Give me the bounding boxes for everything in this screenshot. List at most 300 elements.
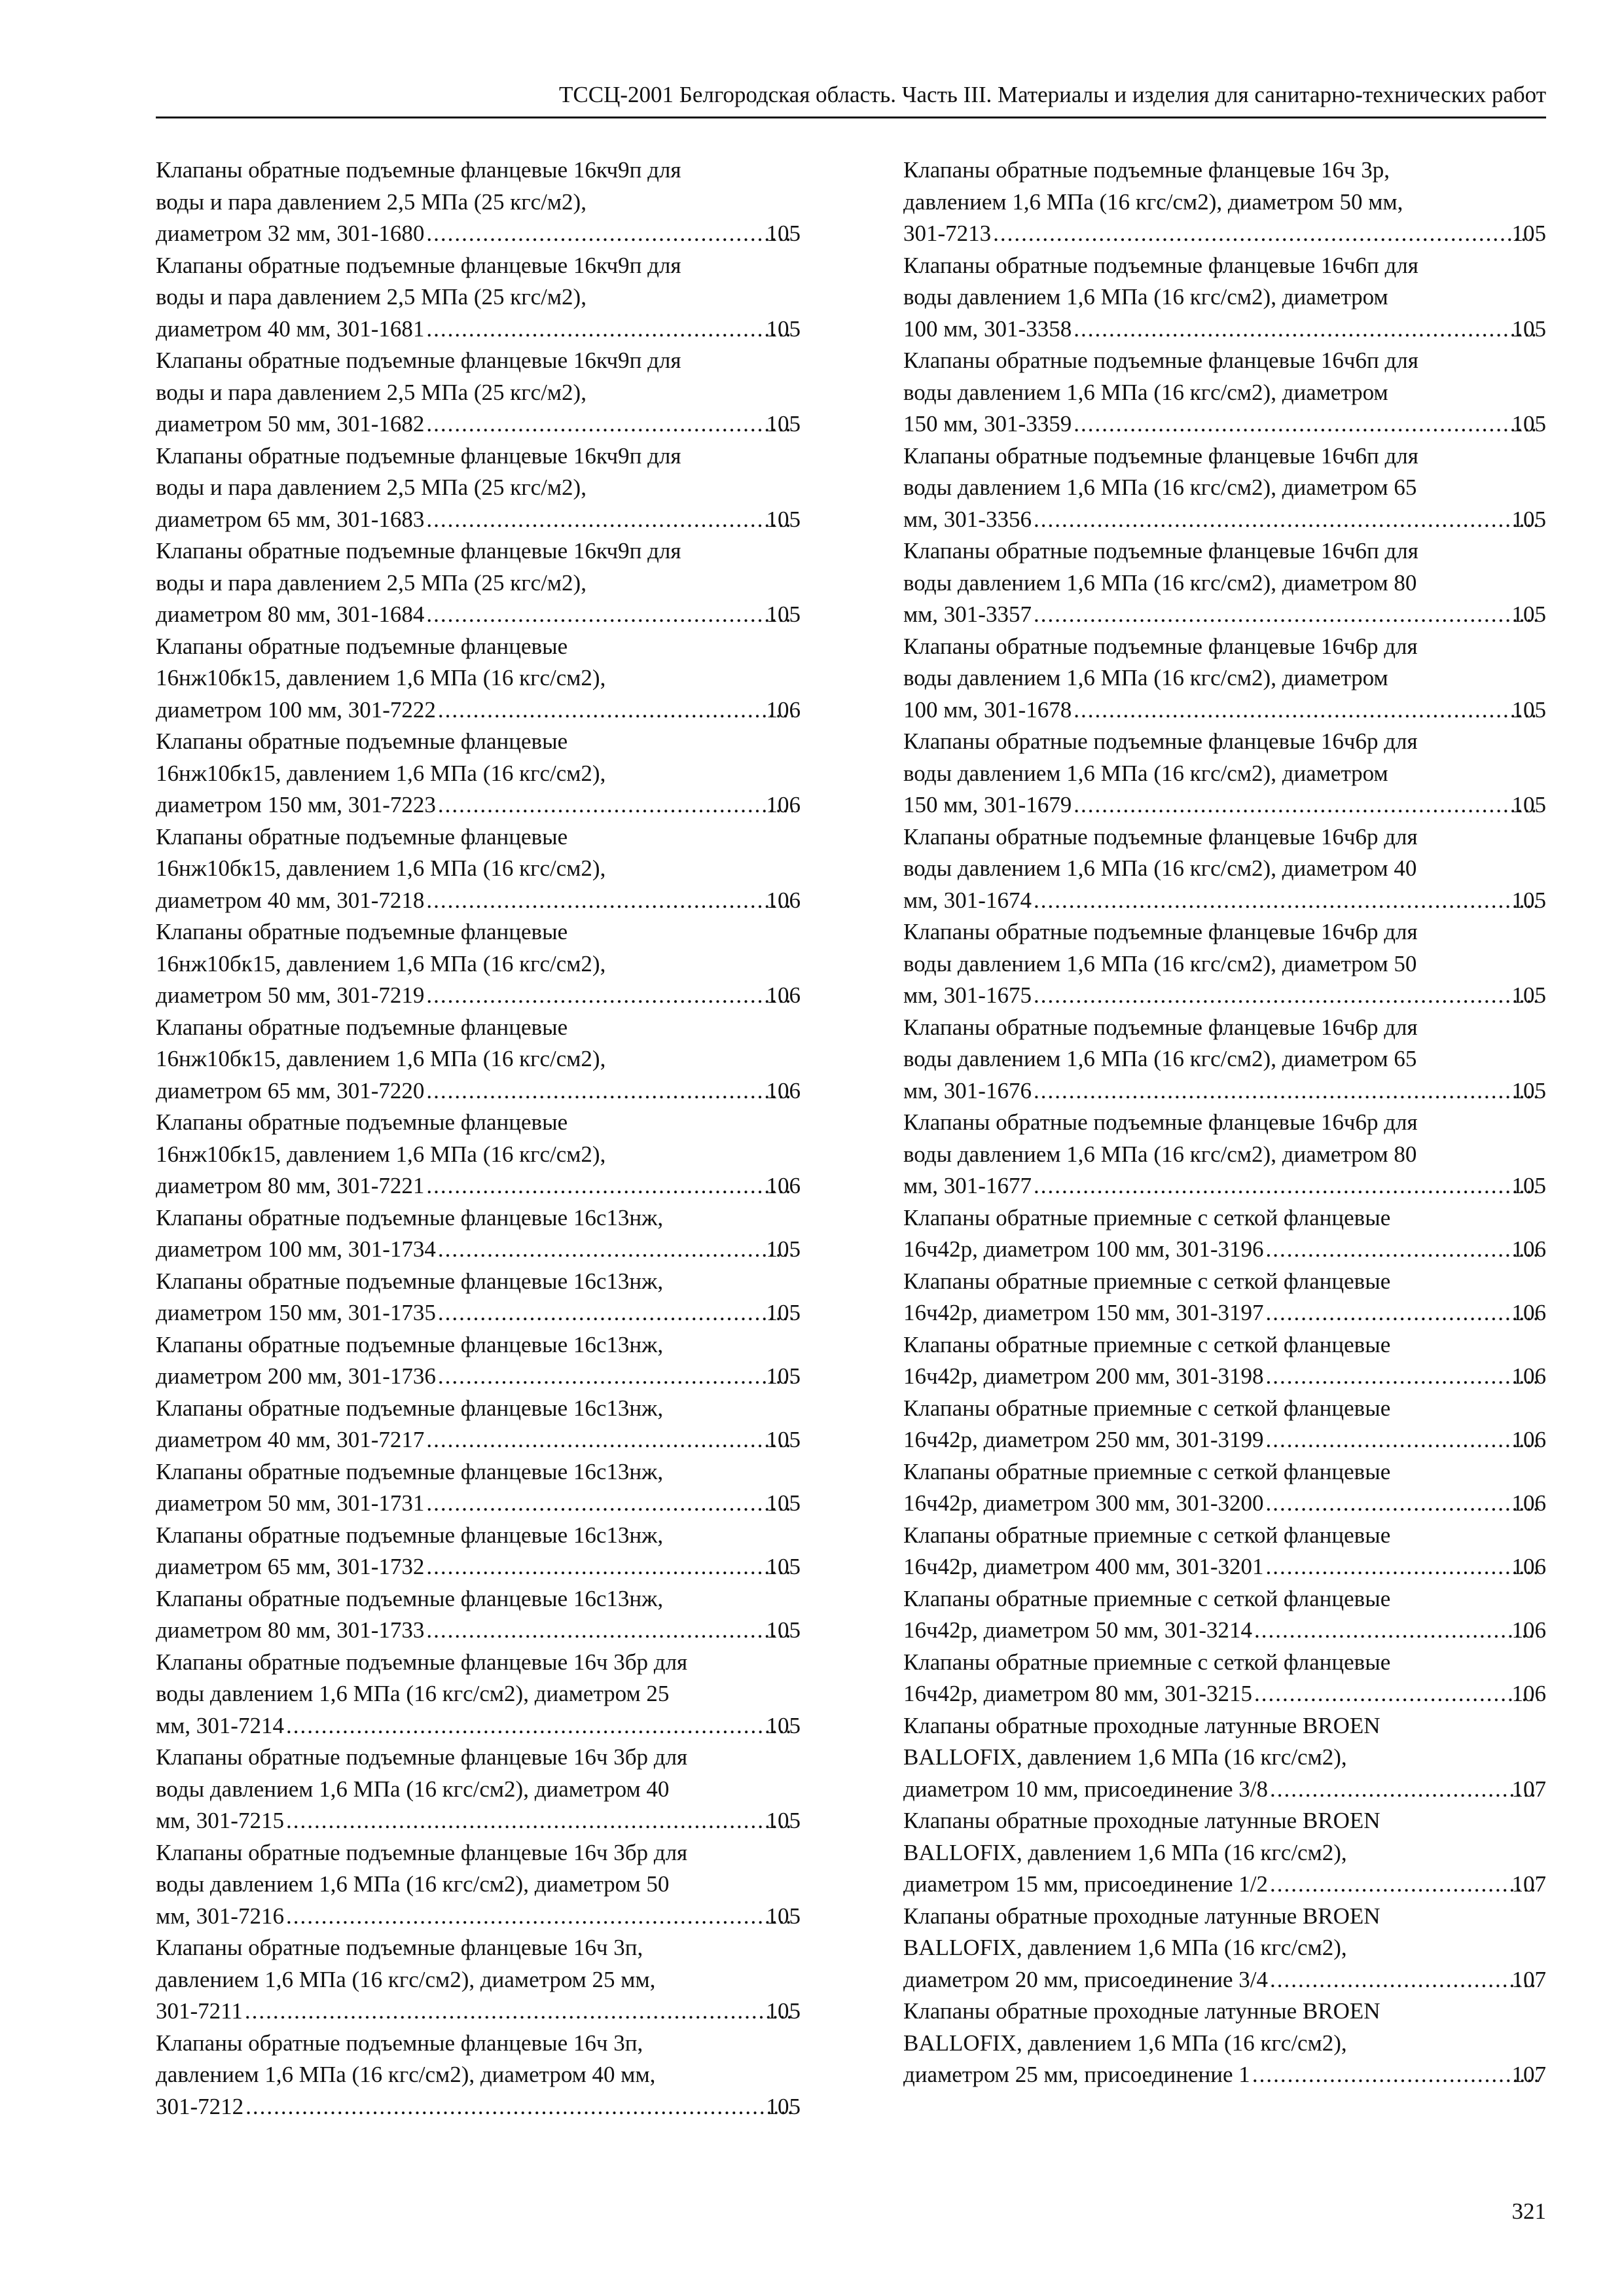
entry-page-ref: 105 — [1511, 601, 1546, 627]
entry-text-line: диаметром 40 мм, 301-7218 — [156, 887, 425, 913]
entry-text-line: 301-7211 — [156, 1998, 243, 2024]
entry-last-line — [156, 1361, 801, 1393]
entry-page-ref: 106 — [766, 1173, 801, 1198]
entry-text-line: BALLOFIX, давлением 1,6 МПа (16 кгс/см2), — [903, 2030, 1347, 2056]
entry-text-line: воды давлением 1,6 МПа (16 кгс/см2), диаметром 40 — [156, 1776, 670, 1802]
entry-text-line: Клапаны обратные подъемные фланцевые 16с13нж, — [156, 1458, 664, 1484]
entry-text-line: Клапаны обратные приемные с сеткой фланцевые — [903, 1458, 1391, 1484]
entry-page-ref: 105 — [766, 1903, 801, 1929]
dot-leader — [1033, 504, 1538, 536]
entry-text-line: 16нж10бк15, давлением 1,6 МПа (16 кгс/см2), — [156, 1046, 606, 1071]
dot-leader — [285, 1710, 793, 1742]
index-entry — [903, 631, 1546, 726]
entry-text-line: 16ч42р, диаметром 250 мм, 301-3199 — [903, 1427, 1264, 1452]
entry-text-line: Клапаны обратные подъемные фланцевые 16с13нж, — [156, 1268, 664, 1294]
entry-text-line: Клапаны обратные подъемные фланцевые 16с13нж, — [156, 1585, 664, 1611]
entry-page-ref: 105 — [766, 315, 801, 342]
index-entry — [156, 1583, 801, 1647]
entry-last-line — [156, 1805, 801, 1837]
entry-text-line: воды и пара давлением 2,5 МПа (25 кгс/м2), — [156, 475, 586, 500]
entry-last-line — [903, 2059, 1546, 2091]
entry-text-line: Клапаны обратные подъемные фланцевые 16кч9п для — [156, 157, 681, 183]
entry-last-line — [903, 1551, 1546, 1583]
dot-leader — [1252, 2059, 1538, 2091]
entry-text-line: воды давлением 1,6 МПа (16 кгс/см2), диаметром 65 — [903, 475, 1417, 500]
index-entry — [156, 2028, 801, 2123]
entry-text-line: диаметром 100 мм, 301-1734 — [156, 1236, 436, 1262]
entry-text-line: воды и пара давлением 2,5 МПа (25 кгс/м2), — [156, 569, 586, 596]
entry-text-line: 150 мм, 301-3359 — [903, 411, 1072, 437]
dot-leader — [1033, 885, 1538, 917]
dot-leader — [1265, 1361, 1538, 1393]
entry-page-ref: 105 — [766, 506, 801, 532]
dot-leader — [1033, 980, 1538, 1012]
entry-text-line: Клапаны обратные проходные латунные BROEN — [903, 1712, 1380, 1738]
entry-text-line: воды давлением 1,6 МПа (16 кгс/см2), диаметром 65 — [903, 1046, 1417, 1071]
index-entry — [156, 1742, 801, 1837]
dot-leader — [425, 218, 792, 250]
entry-last-line — [156, 1488, 801, 1520]
entry-text-line: Клапаны обратные подъемные фланцевые 16ч6р для — [903, 919, 1418, 944]
entry-page-ref: 105 — [766, 1998, 801, 2024]
entry-page-ref: 107 — [1511, 1966, 1546, 1992]
entry-last-line — [156, 1075, 801, 1107]
entry-page-ref: 106 — [766, 887, 801, 913]
index-entry — [156, 1837, 801, 1933]
entry-text-line: Клапаны обратные приемные с сеткой фланцевые — [903, 1649, 1391, 1675]
dot-leader — [1073, 694, 1538, 726]
entry-page-ref: 106 — [766, 982, 801, 1008]
entry-page-ref: 105 — [1511, 1173, 1546, 1198]
dot-leader — [244, 1996, 793, 2028]
index-entry — [156, 1202, 801, 1266]
entry-text-line: Клапаны обратные подъемные фланцевые 16ч6п для — [903, 348, 1418, 373]
dot-leader — [425, 314, 792, 346]
entry-last-line — [903, 694, 1546, 726]
entry-text-line: воды давлением 1,6 МПа (16 кгс/см2), диаметром 25 — [156, 1681, 670, 1706]
entry-text-line: 100 мм, 301-3358 — [903, 315, 1072, 342]
header-title: ТССЦ-2001 Белгородская область. Часть III. Материалы и изделия для санитарно-технических работ — [559, 82, 1546, 107]
entry-last-line — [156, 1551, 801, 1583]
dot-leader — [285, 1805, 793, 1837]
entry-last-line — [903, 1869, 1546, 1901]
entry-last-line — [156, 1901, 801, 1933]
entry-text-line: воды давлением 1,6 МПа (16 кгс/см2), диаметром 80 — [903, 1141, 1417, 1167]
index-entry — [903, 916, 1546, 1012]
header-rule — [156, 117, 1546, 118]
dot-leader — [437, 1361, 793, 1393]
entry-text-line: 16ч42р, диаметром 100 мм, 301-3196 — [903, 1236, 1264, 1262]
index-entry — [903, 345, 1546, 440]
dot-leader — [285, 1901, 793, 1933]
entry-text-line: мм, 301-3356 — [903, 506, 1032, 532]
entry-text-line: диаметром 80 мм, 301-1684 — [156, 601, 425, 627]
entry-text-line: давлением 1,6 МПа (16 кгс/см2), диаметром 40 мм, — [156, 2062, 656, 2087]
entry-last-line — [156, 1297, 801, 1329]
entry-page-ref: 105 — [1511, 1077, 1546, 1103]
dot-leader — [1073, 408, 1538, 440]
entry-text-line: Клапаны обратные подъемные фланцевые — [156, 823, 568, 850]
entry-page-ref: 106 — [1511, 1554, 1546, 1579]
entry-text-line: диаметром 100 мм, 301-7222 — [156, 696, 436, 723]
entry-text-line: 16ч42р, диаметром 150 мм, 301-3197 — [903, 1300, 1264, 1325]
entry-text-line: воды и пара давлением 2,5 МПа (25 кгс/м2), — [156, 188, 586, 215]
entry-text-line: Клапаны обратные подъемные фланцевые — [156, 728, 568, 754]
index-entry — [903, 1710, 1546, 1806]
entry-text-line: Клапаны обратные проходные латунные BROEN — [903, 1903, 1380, 1929]
entry-text-line: Клапаны обратные подъемные фланцевые 16ч6р для — [903, 1109, 1418, 1135]
index-entry — [903, 1805, 1546, 1901]
entry-last-line — [156, 599, 801, 631]
entry-text-line: Клапаны обратные подъемные фланцевые — [156, 1109, 568, 1135]
index-entry — [903, 821, 1546, 917]
index-entry — [903, 1393, 1546, 1456]
entry-text-line: диаметром 40 мм, 301-1681 — [156, 315, 425, 342]
entry-page-ref: 107 — [1511, 1871, 1546, 1897]
entry-text-line: воды давлением 1,6 МПа (16 кгс/см2), диаметром — [903, 284, 1388, 310]
entry-text-line: Клапаны обратные подъемные фланцевые 16кч9п для — [156, 348, 681, 373]
entry-last-line — [903, 1964, 1546, 1996]
entry-text-line: диаметром 200 мм, 301-1736 — [156, 1363, 436, 1389]
entry-page-ref: 106 — [766, 1077, 801, 1103]
dot-leader — [425, 1424, 792, 1456]
entry-page-ref: 106 — [766, 792, 801, 817]
entry-last-line — [156, 1234, 801, 1266]
dot-leader — [1254, 1678, 1538, 1710]
entry-page-ref: 105 — [1511, 411, 1546, 437]
entry-text-line: диаметром 25 мм, присоединение 1 — [903, 2062, 1250, 2087]
entry-text-line: 16нж10бк15, давлением 1,6 МПа (16 кгс/см2), — [156, 760, 606, 786]
entry-text-line: диаметром 20 мм, присоединение 3/4 — [903, 1966, 1269, 1992]
dot-leader — [1073, 314, 1538, 346]
entry-text-line: Клапаны обратные проходные латунные BROEN — [903, 1998, 1380, 2024]
entry-page-ref: 105 — [1511, 792, 1546, 817]
dot-leader — [1265, 1424, 1538, 1456]
entry-last-line — [903, 408, 1546, 440]
index-entry — [903, 1329, 1546, 1393]
entry-text-line: диаметром 65 мм, 301-7220 — [156, 1077, 425, 1103]
entry-page-ref: 106 — [766, 696, 801, 723]
entry-text-line: мм, 301-3357 — [903, 601, 1032, 627]
dot-leader — [437, 789, 793, 821]
entry-last-line — [903, 1615, 1546, 1647]
entry-text-line: Клапаны обратные приемные с сеткой фланцевые — [903, 1522, 1391, 1548]
entry-last-line — [903, 789, 1546, 821]
entry-text-line: диаметром 10 мм, присоединение 3/8 — [903, 1776, 1269, 1802]
entry-text-line: Клапаны обратные подъемные фланцевые — [156, 919, 568, 944]
entry-text-line: диаметром 32 мм, 301-1680 — [156, 221, 425, 246]
index-entry — [903, 1520, 1546, 1583]
dot-leader — [1033, 1170, 1538, 1202]
entry-text-line: 16нж10бк15, давлением 1,6 МПа (16 кгс/см2), — [156, 665, 606, 691]
dot-leader — [425, 599, 792, 631]
entry-text-line: Клапаны обратные подъемные фланцевые 16кч9п для — [156, 252, 681, 278]
index-entry — [903, 726, 1546, 821]
index-entry — [903, 535, 1546, 631]
entry-page-ref: 105 — [766, 1363, 801, 1389]
index-entry — [156, 1393, 801, 1456]
entry-page-ref: 105 — [766, 601, 801, 627]
entry-text-line: воды и пара давлением 2,5 МПа (25 кгс/м2), — [156, 284, 586, 310]
index-entry — [903, 1202, 1546, 1266]
entry-text-line: Клапаны обратные подъемные фланцевые — [156, 1014, 568, 1040]
entry-text-line: диаметром 65 мм, 301-1732 — [156, 1554, 425, 1579]
index-entry — [156, 1932, 801, 2028]
index-entry — [903, 440, 1546, 536]
entry-text-line: диаметром 65 мм, 301-1683 — [156, 506, 425, 532]
entry-text-line: воды давлением 1,6 МПа (16 кгс/см2), диаметром 80 — [903, 569, 1417, 596]
entry-text-line: диаметром 150 мм, 301-1735 — [156, 1300, 436, 1325]
index-entry — [156, 821, 801, 917]
entry-last-line — [156, 2091, 801, 2123]
dot-leader — [1033, 1075, 1538, 1107]
dot-leader — [425, 1075, 792, 1107]
entry-last-line — [156, 1615, 801, 1647]
dot-leader — [1073, 789, 1538, 821]
page-number: 321 — [1511, 2198, 1546, 2224]
entry-page-ref: 105 — [1511, 221, 1546, 246]
entry-text-line: мм, 301-7215 — [156, 1808, 284, 1833]
entry-last-line — [903, 1234, 1546, 1266]
index-entry — [156, 1107, 801, 1202]
dot-leader — [992, 218, 1538, 250]
dot-leader — [1033, 599, 1538, 631]
entry-last-line — [156, 314, 801, 346]
index-entry — [903, 1107, 1546, 1202]
entry-last-line — [903, 314, 1546, 346]
page-header — [156, 81, 1546, 109]
entry-page-ref: 107 — [1511, 1776, 1546, 1802]
entry-page-ref: 105 — [1511, 696, 1546, 723]
entry-text-line: 150 мм, 301-1679 — [903, 792, 1072, 817]
entry-text-line: Клапаны обратные подъемные фланцевые 16с13нж, — [156, 1522, 664, 1548]
entry-page-ref: 106 — [1511, 1236, 1546, 1262]
dot-leader — [1265, 1488, 1538, 1520]
dot-leader — [437, 694, 793, 726]
entry-text-line: Клапаны обратные подъемные фланцевые 16ч6п для — [903, 538, 1418, 564]
entry-text-line: давлением 1,6 МПа (16 кгс/см2), диаметром 50 мм, — [903, 188, 1403, 215]
entry-text-line: Клапаны обратные подъемные фланцевые 16ч 3бр для — [156, 1649, 688, 1675]
index-entry — [903, 1583, 1546, 1647]
entry-last-line — [903, 1297, 1546, 1329]
entry-text-line: диаметром 15 мм, присоединение 1/2 — [903, 1871, 1269, 1897]
index-entry — [156, 916, 801, 1012]
entry-page-ref: 106 — [1511, 1363, 1546, 1389]
entry-text-line: Клапаны обратные подъемные фланцевые — [156, 633, 568, 659]
entry-text-line: Клапаны обратные подъемные фланцевые 16ч 3п, — [156, 1935, 643, 1960]
dot-leader — [1269, 1774, 1538, 1806]
entry-last-line — [903, 1678, 1546, 1710]
entry-text-line: мм, 301-1676 — [903, 1077, 1032, 1103]
index-entry — [903, 1012, 1546, 1107]
entry-page-ref: 105 — [766, 1554, 801, 1579]
index-entry — [156, 1012, 801, 1107]
entry-last-line — [903, 218, 1546, 250]
entry-text-line: 16нж10бк15, давлением 1,6 МПа (16 кгс/см2), — [156, 855, 606, 881]
entry-text-line: 16ч42р, диаметром 80 мм, 301-3215 — [903, 1681, 1253, 1706]
entry-page-ref: 106 — [1511, 1300, 1546, 1325]
entry-text-line: мм, 301-1677 — [903, 1173, 1032, 1198]
entry-text-line: BALLOFIX, давлением 1,6 МПа (16 кгс/см2), — [903, 1744, 1347, 1770]
dot-leader — [437, 1234, 793, 1266]
index-entry — [156, 1329, 801, 1393]
index-entry — [156, 345, 801, 440]
entry-last-line — [156, 1170, 801, 1202]
entry-page-ref: 105 — [766, 2093, 801, 2119]
entry-page-ref: 105 — [766, 1617, 801, 1643]
dot-leader — [1265, 1234, 1538, 1266]
entry-last-line — [156, 789, 801, 821]
dot-leader — [1265, 1551, 1538, 1583]
entry-page-ref: 105 — [766, 1300, 801, 1325]
entry-text-line: диаметром 80 мм, 301-7221 — [156, 1173, 425, 1198]
entry-last-line — [156, 218, 801, 250]
entry-text-line: диаметром 150 мм, 301-7223 — [156, 792, 436, 817]
entry-last-line — [156, 1996, 801, 2028]
entry-page-ref: 106 — [1511, 1681, 1546, 1706]
entry-last-line — [156, 1424, 801, 1456]
index-entry — [156, 1266, 801, 1329]
index-entry — [156, 1647, 801, 1742]
entry-text-line: мм, 301-1675 — [903, 982, 1032, 1008]
entry-text-line: 16ч42р, диаметром 50 мм, 301-3214 — [903, 1617, 1253, 1643]
entry-last-line — [156, 885, 801, 917]
entry-text-line: 301-7213 — [903, 221, 992, 246]
entry-text-line: Клапаны обратные подъемные фланцевые 16с13нж, — [156, 1204, 664, 1230]
entry-page-ref: 105 — [766, 221, 801, 246]
index-entry — [156, 154, 801, 250]
dot-leader — [425, 408, 792, 440]
entry-text-line: Клапаны обратные подъемные фланцевые 16ч6п для — [903, 252, 1418, 278]
index-entry — [903, 1266, 1546, 1329]
index-entry — [903, 1901, 1546, 1996]
index-entry — [156, 250, 801, 346]
entry-page-ref: 107 — [1511, 2062, 1546, 2087]
entry-page-ref: 105 — [1511, 982, 1546, 1008]
entry-text-line: Клапаны обратные подъемные фланцевые 16ч6р для — [903, 633, 1418, 659]
entry-page-ref: 105 — [766, 1808, 801, 1833]
entry-text-line: Клапаны обратные подъемные фланцевые 16ч 3р, — [903, 157, 1390, 183]
entry-text-line: Клапаны обратные подъемные фланцевые 16кч9п для — [156, 538, 681, 564]
entry-text-line: воды давлением 1,6 МПа (16 кгс/см2), диаметром — [903, 760, 1388, 786]
entry-text-line: Клапаны обратные подъемные фланцевые 16кч9п для — [156, 442, 681, 469]
entry-text-line: 16ч42р, диаметром 300 мм, 301-3200 — [903, 1490, 1264, 1516]
entry-text-line: 16ч42р, диаметром 400 мм, 301-3201 — [903, 1554, 1264, 1579]
entry-page-ref: 105 — [766, 1712, 801, 1738]
entry-text-line: Клапаны обратные приемные с сеткой фланцевые — [903, 1395, 1391, 1421]
entry-text-line: диаметром 80 мм, 301-1733 — [156, 1617, 425, 1643]
index-entry — [156, 440, 801, 536]
index-entry — [903, 250, 1546, 346]
entry-page-ref: 106 — [1511, 1490, 1546, 1516]
entry-last-line — [903, 980, 1546, 1012]
entry-text-line: диаметром 50 мм, 301-1682 — [156, 411, 425, 437]
entry-text-line: Клапаны обратные подъемные фланцевые 16ч6р для — [903, 728, 1418, 754]
index-entry — [156, 631, 801, 726]
entry-text-line: воды давлением 1,6 МПа (16 кгс/см2), диаметром 50 — [903, 950, 1417, 977]
dot-leader — [245, 2091, 792, 2123]
entry-page-ref: 105 — [1511, 315, 1546, 342]
index-entry — [156, 726, 801, 821]
entry-text-line: Клапаны обратные приемные с сеткой фланцевые — [903, 1331, 1391, 1357]
entry-text-line: Клапаны обратные подъемные фланцевые 16ч6р для — [903, 823, 1418, 850]
entry-text-line: Клапаны обратные приемные с сеткой фланцевые — [903, 1268, 1391, 1294]
entry-text-line: 100 мм, 301-1678 — [903, 696, 1072, 723]
entry-text-line: Клапаны обратные подъемные фланцевые 16ч6п для — [903, 442, 1418, 469]
entry-text-line: воды давлением 1,6 МПа (16 кгс/см2), диаметром 40 — [903, 855, 1417, 881]
entry-page-ref: 105 — [766, 1427, 801, 1452]
entry-text-line: BALLOFIX, давлением 1,6 МПа (16 кгс/см2), — [903, 1839, 1347, 1865]
entry-text-line: воды и пара давлением 2,5 МПа (25 кгс/м2), — [156, 379, 586, 405]
entry-text-line: Клапаны обратные подъемные фланцевые 16ч6р для — [903, 1014, 1418, 1040]
index-entry — [156, 535, 801, 631]
dot-leader — [425, 1488, 792, 1520]
entry-text-line: диаметром 50 мм, 301-7219 — [156, 982, 425, 1008]
index-column-right — [903, 154, 1546, 2091]
dot-leader — [425, 1170, 792, 1202]
entry-text-line: Клапаны обратные подъемные фланцевые 16ч 3п, — [156, 2030, 643, 2056]
entry-page-ref: 105 — [1511, 887, 1546, 913]
index-entry — [903, 1647, 1546, 1710]
index-column-left — [156, 154, 801, 2123]
entry-text-line: Клапаны обратные подъемные фланцевые 16ч 3бр для — [156, 1839, 688, 1865]
entry-text-line: давлением 1,6 МПа (16 кгс/см2), диаметром 25 мм, — [156, 1966, 656, 1992]
index-entry — [903, 154, 1546, 250]
index-entry — [156, 1520, 801, 1583]
entry-text-line: 16нж10бк15, давлением 1,6 МПа (16 кгс/см2), — [156, 950, 606, 977]
entry-last-line — [156, 504, 801, 536]
entry-last-line — [903, 1774, 1546, 1806]
entry-text-line: мм, 301-7216 — [156, 1903, 284, 1929]
entry-page-ref: 106 — [1511, 1427, 1546, 1452]
entry-text-line: диаметром 50 мм, 301-1731 — [156, 1490, 425, 1516]
entry-text-line: Клапаны обратные приемные с сеткой фланцевые — [903, 1585, 1391, 1611]
entry-last-line — [903, 1488, 1546, 1520]
entry-text-line: воды давлением 1,6 МПа (16 кгс/см2), диаметром 50 — [156, 1871, 670, 1897]
entry-page-ref: 105 — [1511, 506, 1546, 532]
index-entry — [903, 1996, 1546, 2091]
entry-last-line — [903, 504, 1546, 536]
entry-last-line — [156, 694, 801, 726]
entry-last-line — [903, 1361, 1546, 1393]
dot-leader — [425, 1551, 792, 1583]
entry-page-ref: 106 — [1511, 1617, 1546, 1643]
entry-last-line — [156, 1710, 801, 1742]
entry-text-line: Клапаны обратные подъемные фланцевые 16ч 3бр для — [156, 1744, 688, 1770]
entry-text-line: Клапаны обратные приемные с сеткой фланцевые — [903, 1204, 1391, 1230]
entry-text-line: мм, 301-7214 — [156, 1712, 284, 1738]
entry-last-line — [903, 1075, 1546, 1107]
dot-leader — [425, 885, 792, 917]
entry-last-line — [903, 599, 1546, 631]
entry-text-line: 16ч42р, диаметром 200 мм, 301-3198 — [903, 1363, 1264, 1389]
index-entry — [156, 1456, 801, 1520]
entry-last-line — [156, 980, 801, 1012]
entry-text-line: BALLOFIX, давлением 1,6 МПа (16 кгс/см2), — [903, 1935, 1347, 1960]
dot-leader — [1254, 1615, 1538, 1647]
dot-leader — [425, 1615, 792, 1647]
entry-last-line — [903, 1170, 1546, 1202]
dot-leader — [1269, 1869, 1538, 1901]
entry-last-line — [903, 885, 1546, 917]
dot-leader — [425, 504, 792, 536]
entry-page-ref: 105 — [766, 1236, 801, 1262]
entry-text-line: Клапаны обратные подъемные фланцевые 16с13нж, — [156, 1395, 664, 1421]
entry-text-line: мм, 301-1674 — [903, 887, 1032, 913]
dot-leader — [437, 1297, 793, 1329]
entry-last-line — [156, 408, 801, 440]
entry-text-line: Клапаны обратные подъемные фланцевые 16с13нж, — [156, 1331, 664, 1357]
